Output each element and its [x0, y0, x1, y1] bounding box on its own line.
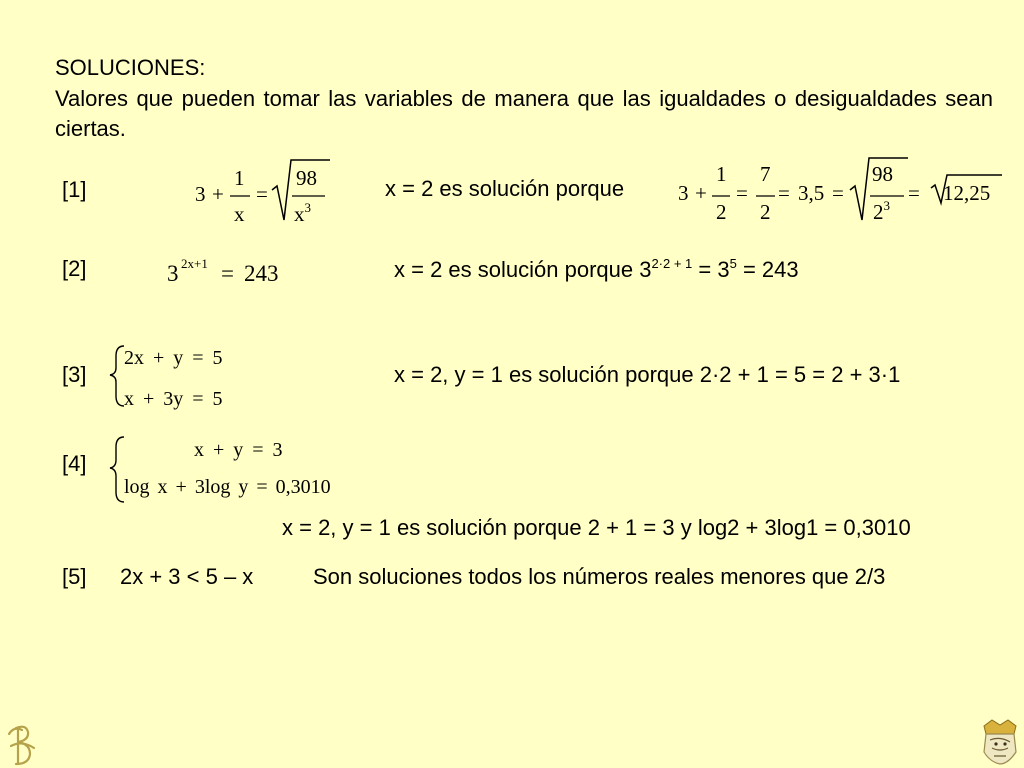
- monogram-logo: [6, 722, 40, 768]
- equation-1: 3 + 1 x = 98 $x^3$: [195, 166, 317, 226]
- intro-paragraph: Valores que pueden tomar las variables de manera que las igualdades o desigualdades sean ciertas.: [55, 86, 993, 141]
- crest-logo: [978, 718, 1022, 766]
- item-label-3: [3]: [62, 362, 87, 387]
- check-1: 3 + 1 2 = 7 2 = 3,5 = 98 $2^3$ = 12,25: [678, 162, 991, 224]
- inequality-5: 2x + 3 < 5 – x: [120, 564, 254, 589]
- explanation-3: x = 2, y = 1 es solución porque 2·2 + 1 = 5 = 2 + 3·1: [394, 362, 901, 387]
- equation-2: 3 2x+1 = 243: [167, 256, 279, 286]
- explanation-4: x = 2, y = 1 es solución porque 2 + 1 = 3 y log2 + 3log1 = 0,3010: [282, 515, 911, 540]
- page-title: SOLUCIONES:: [55, 55, 206, 80]
- item-label-5: [5]: [62, 564, 87, 589]
- explanation-1: x = 2 es solución porque: [385, 176, 625, 201]
- system-4: x + y = 3 log x + 3log y = 0,3010: [124, 439, 331, 498]
- explanation-2: x = 2 es solución porque $3^{2\cdot 2 + 1} = 3^5 = 243$: [394, 256, 799, 282]
- item-label-1: [1]: [62, 177, 87, 202]
- explanation-5: Son soluciones todos los números reales menores que 2/3: [313, 564, 886, 589]
- item-label-4: [4]: [62, 451, 87, 476]
- item-label-2: [2]: [62, 256, 87, 281]
- system-3: 2x + y = 5 x + 3y = 5: [124, 347, 223, 410]
